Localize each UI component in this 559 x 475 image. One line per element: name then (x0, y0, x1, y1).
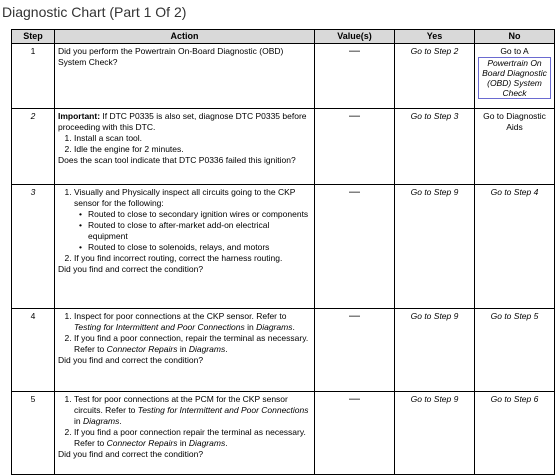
reference-link[interactable]: Diagrams (256, 322, 293, 332)
reference-link[interactable]: Diagrams (188, 438, 226, 448)
value-cell: — (315, 185, 395, 309)
reference-link[interactable]: Connector Repairs (106, 344, 178, 354)
table-row (12, 44, 555, 109)
action-steps (58, 133, 311, 155)
reference-link[interactable]: Testing for Intermittent and Poor Connections (74, 322, 245, 332)
obd-system-check-link[interactable]: Powertrain On Board Diagnostic (OBD) System Check (478, 57, 551, 99)
list-item: 2. Idle the engine for 2 minutes. (74, 144, 311, 155)
value-cell: — (315, 44, 395, 109)
action-cell (55, 44, 315, 109)
header-step: Step (12, 30, 55, 44)
yes-link[interactable]: Go to Step 3 (395, 109, 475, 185)
yes-link[interactable]: Go to Step 2 (395, 44, 475, 109)
header-action: Action (55, 30, 315, 44)
value-cell: — (315, 392, 395, 475)
bullet-item: • Routed to close to after-market add-on electrical equipment (88, 220, 311, 242)
value-cell: — (315, 309, 395, 392)
action-question: Did you find and correct the condition? (58, 355, 204, 365)
action-question: Did you find and correct the condition? (58, 264, 204, 274)
no-link[interactable]: Go to Step 4 (475, 185, 555, 309)
text: If you find a poor connection, repair the terminal as necessary. Refer to (74, 333, 309, 354)
action-steps (58, 311, 311, 355)
no-link[interactable]: Go to Diagnostic Aids (475, 109, 555, 185)
action-cell (55, 109, 315, 185)
yes-link[interactable]: Go to Step 9 (395, 185, 475, 309)
list-item (74, 187, 311, 253)
list-item-text: Visually and Physically inspect all circuits going to the CKP sensor for the following: (74, 187, 296, 208)
table-header-row (12, 30, 555, 44)
bullet-item: • Routed to close to secondary ignition wires or components (88, 209, 311, 220)
reference-link[interactable]: Testing for Intermittent and Poor Connections (137, 405, 309, 415)
yes-link[interactable]: Go to Step 9 (395, 392, 475, 475)
important-label: Important: (58, 111, 101, 121)
action-text: Did you perform the Powertrain On-Board Diagnostic (OBD) System Check? (58, 46, 284, 67)
list-item (74, 311, 311, 333)
list-item (74, 427, 311, 449)
important-text: If DTC P0335 is also set, diagnose DTC P0335 before proceeding with this DTC. (58, 111, 307, 132)
header-no: No (475, 30, 555, 44)
bullet-list (74, 209, 311, 253)
list-item (74, 333, 311, 355)
text: in (177, 438, 189, 448)
text: in (74, 416, 83, 426)
text: . (119, 416, 122, 426)
header-yes: Yes (395, 30, 475, 44)
reference-link[interactable]: Connector Repairs (106, 438, 178, 448)
step-number: 2 (12, 109, 55, 185)
table-row (12, 185, 555, 309)
diagnostic-table (11, 29, 555, 475)
table-row (12, 392, 555, 475)
step-number: 4 (12, 309, 55, 392)
no-link-prefix[interactable]: Go to A (500, 46, 529, 56)
text: Test for poor connections at the PCM for the CKP sensor circuits. Refer to (74, 394, 288, 415)
important-note (58, 111, 311, 133)
text: . (225, 344, 228, 354)
step-number: 5 (12, 392, 55, 475)
list-item (74, 394, 311, 427)
no-link[interactable]: Go to Step 5 (475, 309, 555, 392)
bullet-item: • Routed to close to solenoids, relays, and motors (88, 242, 311, 253)
action-cell (55, 185, 315, 309)
no-link[interactable]: Go to Step 6 (475, 392, 555, 475)
step-number: 3 (12, 185, 55, 309)
action-question: Did you find and correct the condition? (58, 449, 204, 459)
step-number: 1 (12, 44, 55, 109)
reference-link[interactable]: Diagrams (82, 416, 120, 426)
text: in (244, 322, 257, 332)
list-item: 2. If you find incorrect routing, correct the harness routing. (74, 253, 311, 264)
text: in (177, 344, 189, 354)
page-title: Diagnostic Chart (Part 1 Of 2) (2, 4, 187, 20)
action-steps (58, 187, 311, 264)
value-cell: — (315, 109, 395, 185)
reference-link[interactable]: Diagrams (188, 344, 226, 354)
header-values: Value(s) (315, 30, 395, 44)
text: Inspect for poor connections at the CKP sensor. Refer to (74, 311, 287, 321)
text: If you find a poor connection repair the terminal as necessary. Refer to (74, 427, 306, 448)
table-row (12, 309, 555, 392)
list-item: 1. Install a scan tool. (74, 133, 311, 144)
action-steps (58, 394, 311, 449)
text: . (225, 438, 228, 448)
no-cell (475, 44, 555, 109)
yes-link[interactable]: Go to Step 9 (395, 309, 475, 392)
table-row (12, 109, 555, 185)
action-cell (55, 392, 315, 475)
action-cell (55, 309, 315, 392)
text: . (292, 322, 295, 332)
action-question: Does the scan tool indicate that DTC P0336 failed this ignition? (58, 155, 296, 165)
